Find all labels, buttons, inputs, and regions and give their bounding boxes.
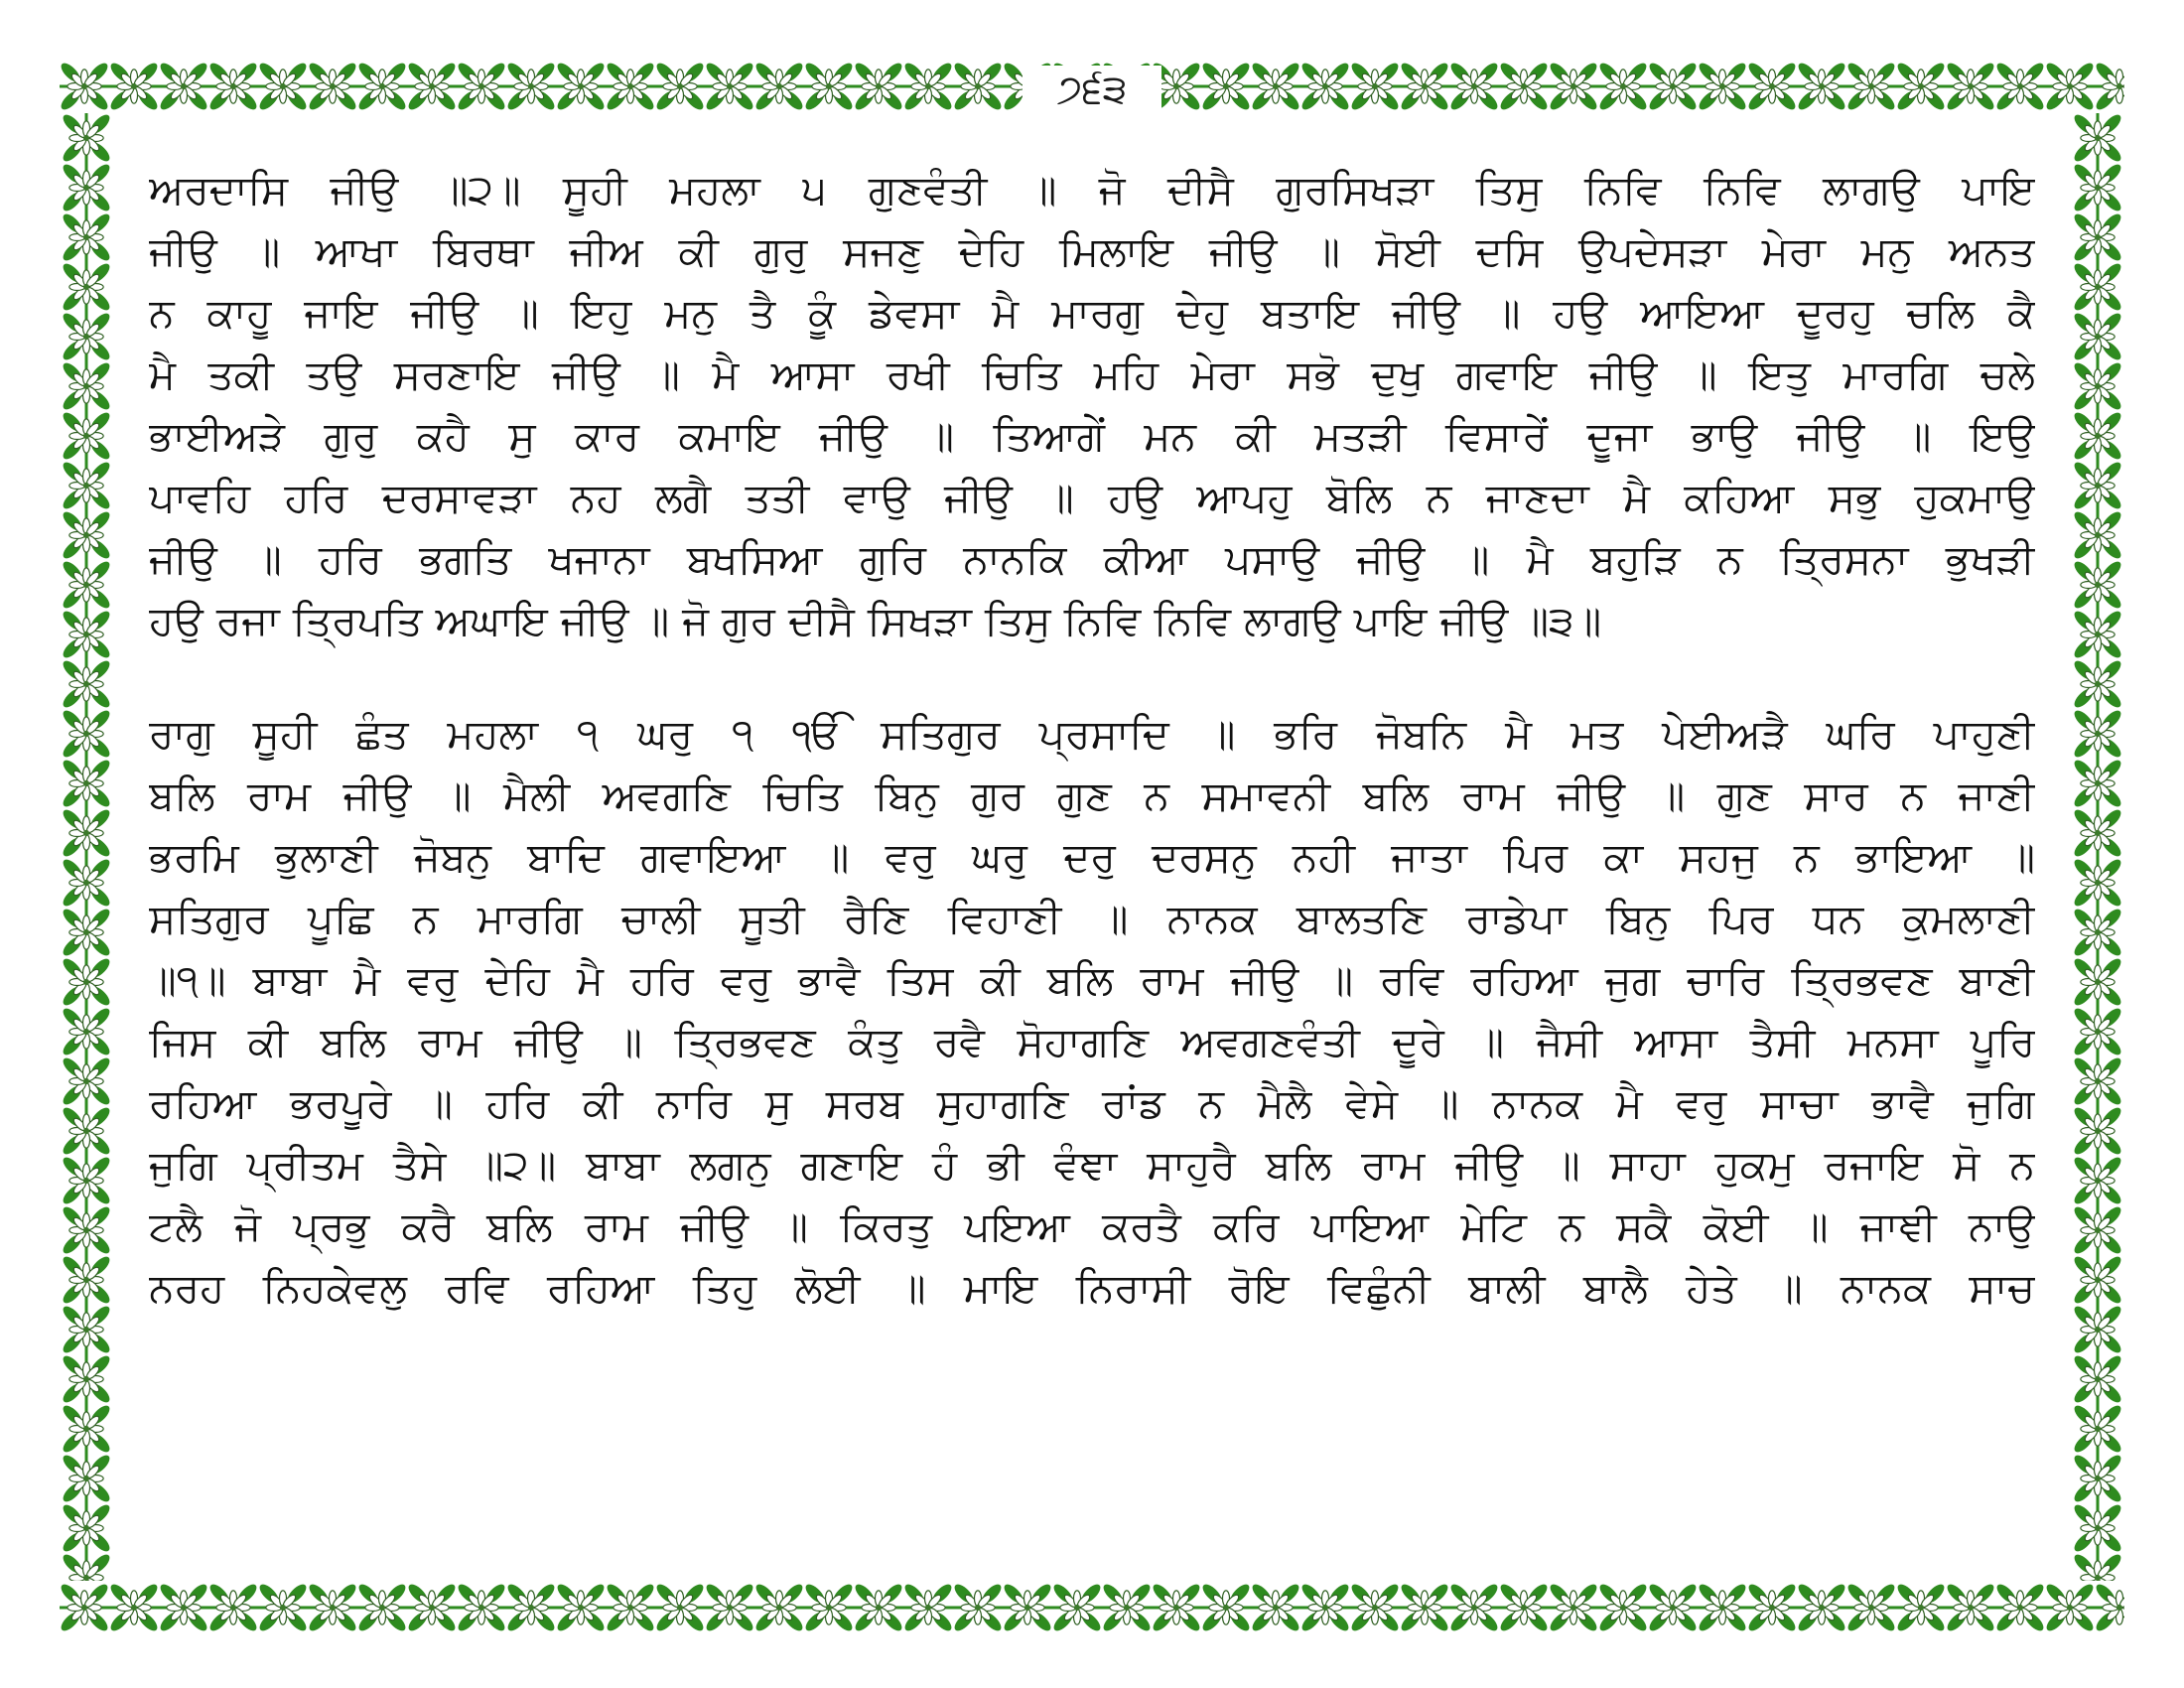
text-line: ਮੈ ਤਕੀ ਤਉ ਸਰਣਾਇ ਜੀਉ ॥ ਮੈ ਆਸਾ ਰਖੀ ਚਿਤਿ ਮਹਿ ਮੇਰਾ ਸਭੋ ਦੁਖੁ ਗਵਾਇ ਜੀਉ ॥ ਇਤੁ ਮਾਰਗਿ ਚਲੇ: [149, 351, 2035, 398]
text-line: ॥੧॥ ਬਾਬਾ ਮੈ ਵਰੁ ਦੇਹਿ ਮੈ ਹਰਿ ਵਰੁ ਭਾਵੈ ਤਿਸ ਕੀ ਬਲਿ ਰਾਮ ਜੀਉ ॥ ਰਵਿ ਰਹਿਆ ਜੁਗ ਚਾਰਿ ਤ੍ਰਿਭਵਣ ਬਾਣੀ: [149, 956, 2035, 1004]
text-line: ਜੀਉ ॥ ਹਰਿ ਭਗਤਿ ਖਜਾਨਾ ਬਖਸਿਆ ਗੁਰਿ ਨਾਨਕਿ ਕੀਆ ਪਸਾਉ ਜੀਉ ॥ ਮੈ ਬਹੁੜਿ ਨ ਤ੍ਰਿਸਨਾ ਭੁਖੜੀ: [149, 535, 2035, 583]
text-line: ਜਿਸ ਕੀ ਬਲਿ ਰਾਮ ਜੀਉ ॥ ਤ੍ਰਿਭਵਣ ਕੰਤੁ ਰਵੈ ਸੋਹਾਗਣਿ ਅਵਗਣਵੰਤੀ ਦੂਰੇ ॥ ਜੈਸੀ ਆਸਾ ਤੈਸੀ ਮਨਸਾ ਪੂਰਿ: [149, 1018, 2035, 1065]
text-line: ਭਾਈਅੜੇ ਗੁਰੁ ਕਹੈ ਸੁ ਕਾਰ ਕਮਾਇ ਜੀਉ ॥ ਤਿਆਗੇਂ ਮਨ ਕੀ ਮਤੜੀ ਵਿਸਾਰੇਂ ਦੂਜਾ ਭਾਉ ਜੀਉ ॥ ਇਉ: [149, 412, 2035, 460]
text-line: ਨਰਹ ਨਿਹਕੇਵਲੁ ਰਵਿ ਰਹਿਆ ਤਿਹੁ ਲੋਈ ॥ ਮਾਇ ਨਿਰਾਸੀ ਰੋਇ ਵਿਛੁੰਨੀ ਬਾਲੀ ਬਾਲੈ ਹੇਤੇ ॥ ਨਾਨਕ ਸਾਚ: [149, 1264, 2035, 1312]
text-line: ਰਹਿਆ ਭਰਪੂਰੇ ॥ ਹਰਿ ਕੀ ਨਾਰਿ ਸੁ ਸਰਬ ਸੁਹਾਗਣਿ ਰਾਂਡ ਨ ਮੈਲੈ ਵੇਸੇ ॥ ਨਾਨਕ ਮੈ ਵਰੁ ਸਾਚਾ ਭਾਵੈ ਜੁਗਿ: [149, 1079, 2035, 1127]
text-line: ਹਉ ਰਜਾ ਤ੍ਰਿਪਤਿ ਅਘਾਇ ਜੀਉ ॥ ਜੋ ਗੁਰ ਦੀਸੈ ਸਿਖੜਾ ਤਿਸੁ ਨਿਵਿ ਨਿਵਿ ਲਾਗਉ ਪਾਇ ਜੀਉ ॥੩॥: [149, 597, 1602, 644]
paragraph-1: [149, 159, 2035, 651]
text-line-heading: [149, 703, 2035, 765]
text-line: ਸਤਿਗੁਰ ਪੂਛਿ ਨ ਮਾਰਗਿ ਚਾਲੀ ਸੂਤੀ ਰੈਣਿ ਵਿਹਾਣੀ ॥ ਨਾਨਕ ਬਾਲਤਣਿ ਰਾਡੇਪਾ ਬਿਨੁ ਪਿਰ ਧਨ ਕੁਮਲਾਣੀ: [149, 895, 2035, 942]
text-line: ਬਲਿ ਰਾਮ ਜੀਉ ॥ ਮੈਲੀ ਅਵਗਣਿ ਚਿਤਿ ਬਿਨੁ ਗੁਰ ਗੁਣ ਨ ਸਮਾਵਨੀ ਬਲਿ ਰਾਮ ਜੀਉ ॥ ਗੁਣ ਸਾਰ ਨ ਜਾਣੀ: [149, 772, 2035, 819]
scripture-text: [149, 159, 2035, 1319]
text-line: ਜੁਗਿ ਪ੍ਰੀਤਮ ਤੈਸੇ ॥੨॥ ਬਾਬਾ ਲਗਨੁ ਗਣਾਇ ਹੰ ਭੀ ਵੰਞਾ ਸਾਹੁਰੈ ਬਲਿ ਰਾਮ ਜੀਉ ॥ ਸਾਹਾ ਹੁਕਮੁ ਰਜਾਇ ਸੋ ਨ: [149, 1141, 2035, 1189]
floral-border-right: [2071, 113, 2124, 1581]
paragraph-2: [149, 703, 2035, 1319]
text-line: ਅਰਦਾਸਿ ਜੀਉ ॥੨॥ ਸੂਹੀ ਮਹਲਾ ੫ ਗੁਣਵੰਤੀ ॥ ਜੋ ਦੀਸੈ ਗੁਰਸਿਖੜਾ ਤਿਸੁ ਨਿਵਿ ਨਿਵਿ ਲਾਗਉ ਪਾਇ: [149, 166, 2035, 213]
paragraph-gap: [149, 651, 2035, 703]
floral-border-left: [60, 113, 113, 1581]
text-line: ਪਾਵਹਿ ਹਰਿ ਦਰਸਾਵੜਾ ਨਹ ਲਗੈ ਤਤੀ ਵਾਉ ਜੀਉ ॥ ਹਉ ਆਪਹੁ ਬੋਲਿ ਨ ਜਾਣਦਾ ਮੈ ਕਹਿਆ ਸਭੁ ਹੁਕਮਾਉ: [149, 474, 2035, 521]
text-line: ਭਰਮਿ ਭੁਲਾਣੀ ਜੋਬਨੁ ਬਾਦਿ ਗਵਾਇਆ ॥ ਵਰੁ ਘਰੁ ਦਰੁ ਦਰਸਨੁ ਨਹੀ ਜਾਤਾ ਪਿਰ ਕਾ ਸਹਜੁ ਨ ਭਾਇਆ ॥: [149, 833, 2035, 881]
page-number: ੭੬੩: [1023, 66, 1161, 113]
floral-border-bottom: [60, 1581, 2124, 1634]
heading-text: ਰਾਗੁ ਸੂਹੀ ਛੰਤ ਮਹਲਾ ੧ ਘਰੁ ੧ ੴ ਸਤਿਗੁਰ ਪ੍ਰਸਾਦਿ ॥ ਭਰਿ ਜੋਬਨਿ ਮੈ ਮਤ ਪੇਈਅੜੈ ਘਰਿ ਪਾਹੁਣੀ: [149, 710, 2035, 758]
text-line: ਨ ਕਾਹੂ ਜਾਇ ਜੀਉ ॥ ਇਹੁ ਮਨੁ ਤੈ ਕੂੰ ਡੇਵਸਾ ਮੈ ਮਾਰਗੁ ਦੇਹੁ ਬਤਾਇ ਜੀਉ ॥ ਹਉ ਆਇਆ ਦੂਰਹੁ ਚਲਿ ਕੈ: [149, 289, 2035, 337]
text-line: ਟਲੈ ਜੋ ਪ੍ਰਭੁ ਕਰੈ ਬਲਿ ਰਾਮ ਜੀਉ ॥ ਕਿਰਤੁ ਪਇਆ ਕਰਤੈ ਕਰਿ ਪਾਇਆ ਮੇਟਿ ਨ ਸਕੈ ਕੋਈ ॥ ਜਾਞੀ ਨਾਉ: [149, 1202, 2035, 1250]
text-line: ਜੀਉ ॥ ਆਖਾ ਬਿਰਥਾ ਜੀਅ ਕੀ ਗੁਰੁ ਸਜਣੁ ਦੇਹਿ ਮਿਲਾਇ ਜੀਉ ॥ ਸੋਈ ਦਸਿ ਉਪਦੇਸੜਾ ਮੇਰਾ ਮਨੁ ਅਨਤ: [149, 227, 2035, 275]
